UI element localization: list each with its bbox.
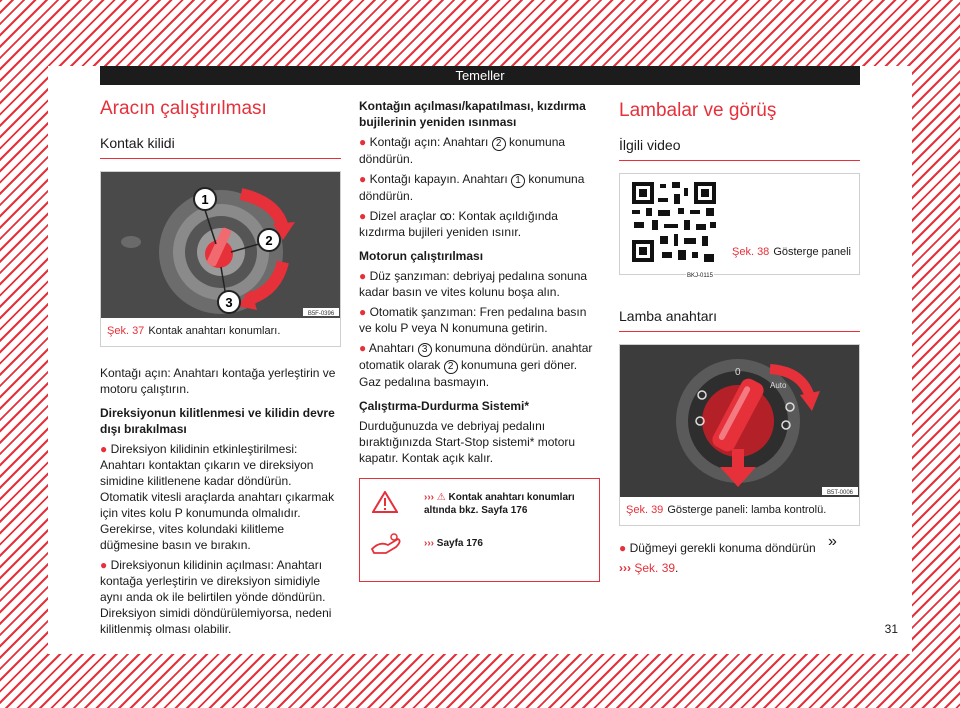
ignition-illustration	[101, 172, 340, 318]
reference-text: Sayfa 176	[436, 538, 483, 549]
light-switch-image	[620, 345, 859, 497]
bullet-item	[619, 540, 860, 556]
bullet-text: konumuna geri döner. Gaz pedalına basmayın.	[359, 358, 578, 389]
switch-label-auto: Auto	[770, 381, 787, 390]
bullet-text: Anahtarı	[368, 341, 418, 355]
bullet-icon: ●	[100, 558, 111, 572]
bullet-item	[359, 340, 600, 390]
figure-caption	[620, 497, 859, 525]
warning-text: Kontak anahtarı konumları altında bkz. Sayfa 176	[424, 492, 575, 516]
warning-box	[359, 478, 600, 582]
small-warning-icon: ⚠	[436, 492, 446, 503]
bullet-text: Direksiyon kilidinin etkinleştirilmesi: Anahtarı kontaktan çıkarın ve direksiyon simidine kilitlenene kadar döndürün. Otomatik vitesli araçlarda anahtarı çıkarmak için vites kolu P konumunda olmalıdır. Gerekirse, vites kolundaki kilitleme düğmesine basın ve bırakın.	[100, 442, 335, 552]
subsection-heading: İlgili video	[619, 136, 860, 161]
arrows-icon: ›››	[424, 538, 434, 549]
figure-ref: Şek. 38	[732, 246, 770, 258]
bullet-icon: ●	[359, 269, 370, 283]
bullet-icon: ●	[359, 172, 370, 186]
paragraph: Kontağı açın: Anahtarı kontağa yerleştirin ve motoru çalıştırın.	[100, 366, 336, 396]
bullet-item	[359, 208, 600, 240]
bold-heading: Çalıştırma-Durdurma Sistemi*	[359, 399, 530, 413]
link-text[interactable]: Şek. 39	[634, 561, 676, 575]
bullet-text: Direksiyonun kilidinin açılması: Anahtarı kontağa yerleştirin ve direksiyon simidiyle aynı anda ok ile belirtilen yönde döndürün. Direksiyon simidi döndürülemiyorsa, nedeni kilitlenmiş olması olabilir.	[100, 558, 332, 636]
arrows-icon: ›››	[424, 492, 434, 503]
bullet-text: konumuna döndürün.	[359, 135, 566, 166]
bullet-item	[359, 268, 600, 300]
warning-reference[interactable]	[424, 491, 594, 517]
qr-code-icon[interactable]	[628, 178, 720, 270]
bullet-icon: ●	[619, 541, 630, 555]
page-number: 31	[884, 622, 898, 636]
bold-heading: Motorun çalıştırılması	[359, 249, 484, 263]
bullet-text: Otomatik şanzıman: Fren pedalına basın ve kolu P veya N konumuna getirin.	[359, 305, 587, 335]
light-switch-illustration	[620, 345, 859, 497]
bullet-text: konumuna döndürün. anahtar otomatik olarak	[359, 341, 593, 372]
link-suffix: .	[675, 561, 679, 575]
paragraph: Durduğunuzda ve debriyaj pedalını bıraktığınızda Start-Stop sistemi* motoru kapatır. Kontak açık kalır.	[359, 419, 576, 465]
section-heading: Aracın çalıştırılması	[100, 98, 267, 119]
column-3	[619, 98, 860, 584]
bullet-text: Dizel araçlar ꝏ: Kontak açıldığında kızdırma bujileri yeniden ısınır.	[359, 209, 558, 239]
bullet-icon: ●	[100, 442, 111, 456]
figure-ref: Şek. 39	[626, 504, 664, 516]
figure-label-2: 2	[265, 233, 273, 248]
arrows-icon: ›››	[619, 561, 631, 575]
bullet-item	[100, 557, 341, 637]
environment-hand-icon	[370, 531, 404, 555]
bullet-item	[100, 441, 341, 553]
page-header: Temeller	[100, 66, 860, 85]
ignition-image	[101, 172, 340, 318]
bullet-text: konumuna döndürün.	[359, 172, 585, 203]
qr-figure	[619, 173, 860, 279]
figure-link[interactable]	[619, 560, 860, 576]
position-badge: 2	[492, 137, 506, 151]
figure-ref: Şek. 37	[107, 325, 145, 337]
bullet-item	[359, 304, 600, 336]
bullet-text: Düz şanzıman: debriyaj pedalına sonuna kadar basın ve vites kolunu boşa alın.	[359, 269, 588, 299]
subsection-heading: Kontak kilidi	[100, 134, 341, 159]
figure-code: B5T-0006	[826, 490, 854, 496]
bullet-icon: ●	[359, 209, 370, 223]
bold-heading: Direksiyonun kilitlenmesi ve kilidin devre dışı bırakılması	[100, 406, 335, 436]
column-1	[100, 98, 341, 641]
bullet-text: Düğmeyi gerekli konuma döndürün	[629, 541, 816, 555]
continue-marker: »	[828, 533, 837, 550]
bullet-item	[359, 134, 600, 167]
warning-triangle-icon	[372, 491, 398, 513]
bullet-icon: ●	[359, 341, 369, 355]
position-badge: 2	[444, 360, 458, 374]
figure-caption-text: Gösterge paneli	[773, 246, 851, 258]
figure-light-switch	[619, 344, 860, 526]
bullet-icon: ●	[359, 135, 370, 149]
subsection-heading: Lamba anahtarı	[619, 307, 860, 332]
figure-ignition	[100, 171, 341, 347]
figure-caption-text: Kontak anahtarı konumları.	[148, 325, 281, 337]
bold-heading: Kontağın açılması/kapatılması, kızdırma bujilerinin yeniden ısınması	[359, 99, 586, 129]
bullet-text: Kontağı açın: Anahtarı	[369, 135, 492, 149]
qr-caption	[732, 246, 852, 259]
figure-code: B5F-0396	[307, 311, 335, 317]
position-badge: 3	[418, 343, 432, 357]
qr-code-label: BKJ-0115	[686, 268, 714, 284]
figure-label-1: 1	[201, 192, 209, 207]
bullet-icon: ●	[359, 305, 370, 319]
figure-caption	[101, 318, 340, 346]
column-2	[359, 98, 600, 582]
bullet-text: Kontağı kapayın. Anahtarı	[369, 172, 512, 186]
environment-reference[interactable]	[424, 537, 594, 550]
switch-label-zero: 0	[735, 367, 741, 378]
figure-label-3: 3	[225, 295, 233, 310]
position-badge: 1	[511, 174, 525, 188]
bullet-item	[359, 171, 600, 204]
figure-caption-text: Gösterge paneli: lamba kontrolü.	[667, 504, 827, 516]
section-heading: Lambalar ve görüş	[619, 100, 777, 121]
